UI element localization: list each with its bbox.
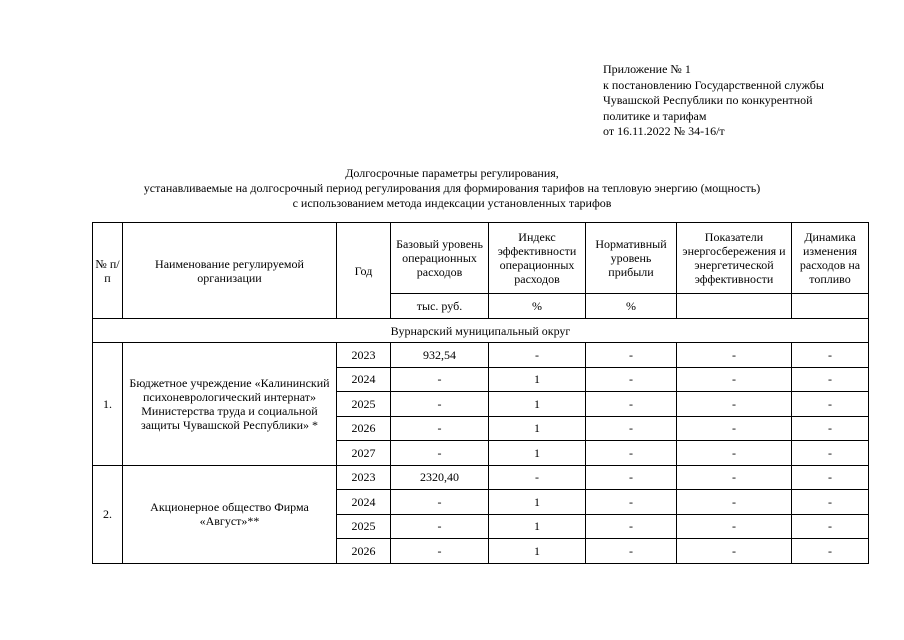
cell-profit: - [586,441,677,466]
org-number: 1. [93,343,123,466]
org-number: 2. [93,465,123,563]
cell-index: 1 [489,539,586,564]
cell-year: 2027 [337,441,391,466]
cell-index: - [489,343,586,368]
appendix-line: от 16.11.2022 № 34-16/т [603,124,725,138]
cell-index: 1 [489,490,586,515]
appendix-line: к постановлению Государственной службы [603,77,824,92]
unit-profit: % [586,294,677,319]
cell-fuel: - [792,490,869,515]
cell-profit: - [586,539,677,564]
cell-year: 2026 [337,416,391,441]
section-row [93,319,869,343]
header-index: Индекс эффективности операционных расходов [489,223,586,294]
document-title [0,166,904,211]
cell-base: - [391,490,489,515]
cell-year: 2023 [337,343,391,368]
cell-energy: - [677,416,792,441]
header-profit: Нормативный уровень прибыли [586,223,677,294]
cell-year: 2025 [337,514,391,539]
table-row [93,343,869,368]
cell-base: - [391,392,489,417]
header-row [93,223,869,294]
cell-fuel: - [792,416,869,441]
cell-energy: - [677,465,792,490]
cell-fuel: - [792,465,869,490]
title-line: устанавливаемые на долгосрочный период регулирования для формирования тарифов на тепловую энергию (мощность) [143,181,761,195]
cell-fuel: - [792,441,869,466]
cell-fuel: - [792,539,869,564]
unit-index: % [489,294,586,319]
cell-base: - [391,441,489,466]
cell-base: - [391,539,489,564]
cell-index: 1 [489,367,586,392]
cell-index: - [489,465,586,490]
unit-energy [677,294,792,319]
cell-fuel: - [792,367,869,392]
cell-fuel: - [792,392,869,417]
title-line: Долгосрочные параметры регулирования, [345,166,559,180]
table-row [93,465,869,490]
cell-year: 2024 [337,490,391,515]
header-fuel: Динамика изменения расходов на топливо [792,223,869,294]
appendix-line: Приложение № 1 [603,62,691,76]
cell-energy: - [677,367,792,392]
header-org: Наименование регулируемой организации [123,223,337,319]
appendix-line: политике и тарифам [603,108,707,123]
appendix-line: Чувашской Республики по конкурентной [603,93,813,107]
cell-profit: - [586,367,677,392]
cell-year: 2025 [337,392,391,417]
cell-index: 1 [489,416,586,441]
cell-base: - [391,367,489,392]
cell-energy: - [677,514,792,539]
cell-index: 1 [489,392,586,417]
parameters-table [92,222,869,564]
cell-index: 1 [489,441,586,466]
cell-year: 2026 [337,539,391,564]
cell-energy: - [677,392,792,417]
cell-fuel: - [792,514,869,539]
cell-base: 932,54 [391,343,489,368]
cell-index: 1 [489,514,586,539]
cell-profit: - [586,416,677,441]
section-title: Вурнарский муниципальный округ [93,319,869,343]
org-name: Акционерное общество Фирма «Август»** [123,465,337,563]
cell-energy: - [677,441,792,466]
appendix-block [603,62,893,140]
header-energy: Показатели энергосбережения и энергетической эффективности [677,223,792,294]
cell-base: - [391,514,489,539]
unit-fuel [792,294,869,319]
cell-profit: - [586,392,677,417]
cell-profit: - [586,514,677,539]
unit-base: тыс. руб. [391,294,489,319]
title-line: с использованием метода индексации установленных тарифов [292,196,612,210]
cell-profit: - [586,465,677,490]
cell-energy: - [677,343,792,368]
header-base: Базовый уровень операционных расходов [391,223,489,294]
org-name: Бюджетное учреждение «Калининский психоневрологический интернат» Министерства труда и социальной защиты Чувашской Республики» * [123,343,337,466]
cell-profit: - [586,490,677,515]
header-year: Год [337,223,391,319]
cell-year: 2024 [337,367,391,392]
cell-profit: - [586,343,677,368]
cell-energy: - [677,539,792,564]
header-num: № п/п [93,223,123,319]
cell-base: - [391,416,489,441]
cell-energy: - [677,490,792,515]
cell-base: 2320,40 [391,465,489,490]
cell-fuel: - [792,343,869,368]
cell-year: 2023 [337,465,391,490]
